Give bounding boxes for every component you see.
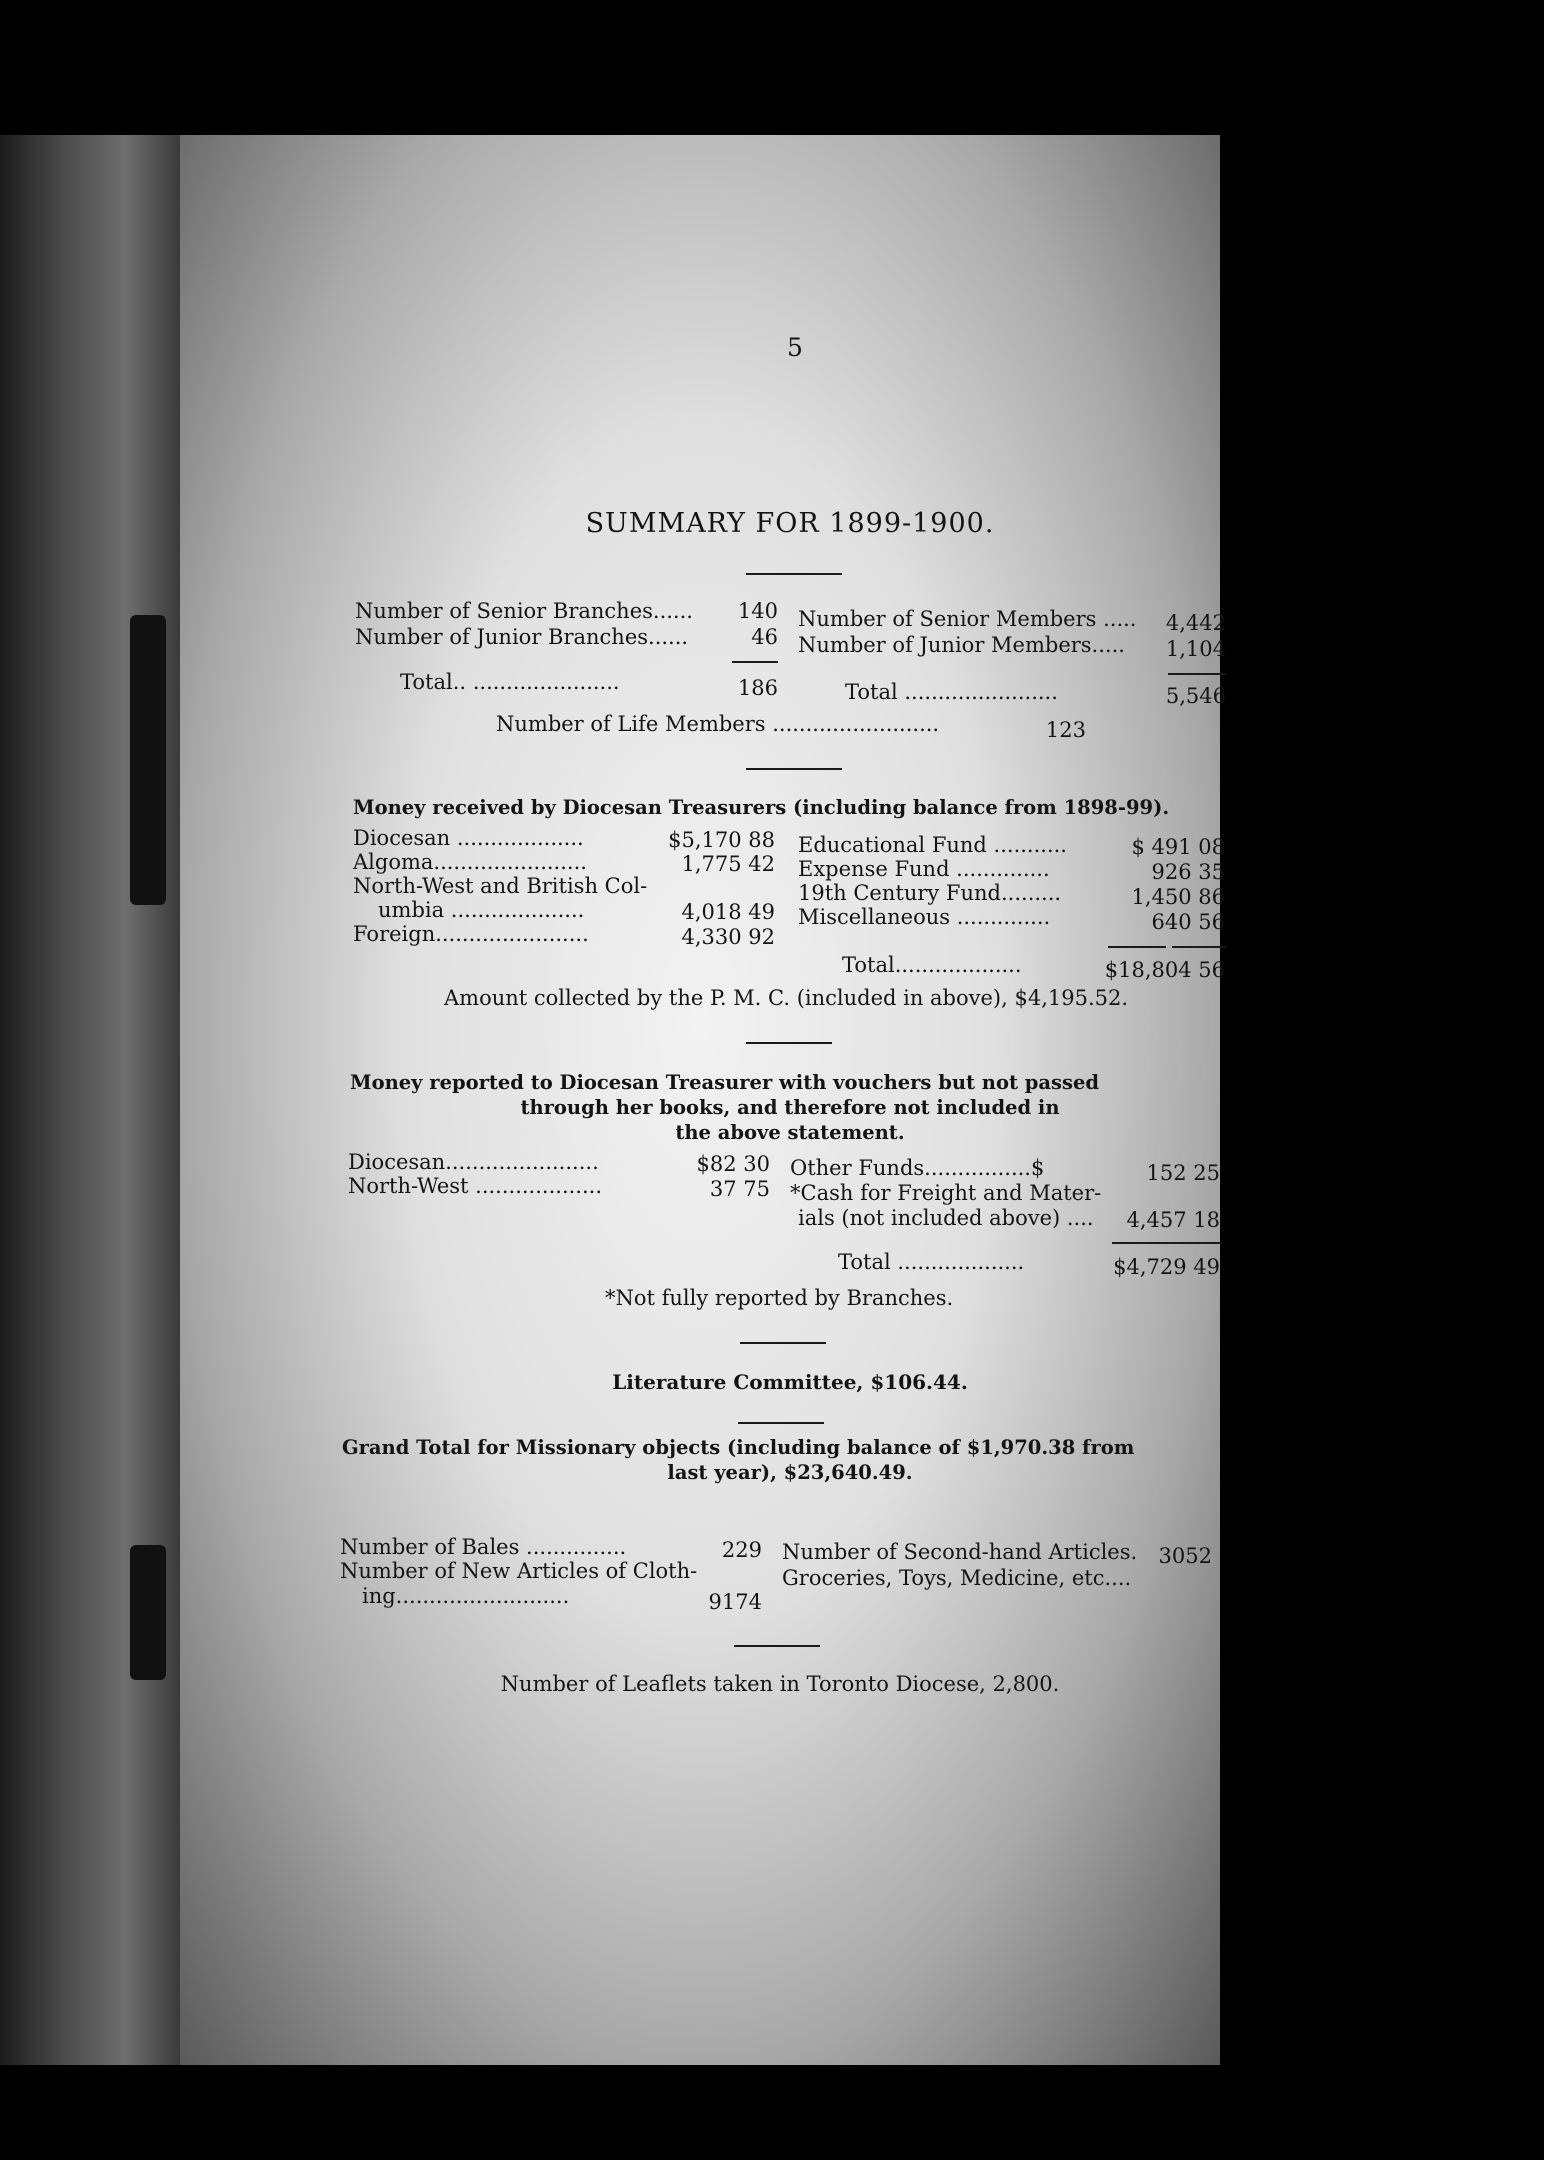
junior-branches-label: Number of Junior Branches...... xyxy=(355,625,689,649)
divider xyxy=(746,768,842,770)
cash-freight-label-line1: *Cash for Freight and Mater- xyxy=(790,1181,1102,1205)
sum-rule xyxy=(732,661,778,663)
divider xyxy=(738,1422,824,1424)
reported-northwest-label: North-West ................... xyxy=(348,1174,602,1198)
educational-fund-value: $ 491 08 xyxy=(1131,835,1225,859)
other-funds-label: Other Funds................$ xyxy=(790,1156,1045,1180)
literature-committee: Literature Committee, $106.44. xyxy=(612,1370,968,1394)
cash-freight-label-line2: ials (not included above) .... xyxy=(798,1206,1094,1230)
sum-rule xyxy=(1168,673,1226,675)
money-reported-heading-line1: Money reported to Diocesan Treasurer with vouchers but not passed xyxy=(350,1071,1100,1094)
life-members-label: Number of Life Members ......................... xyxy=(496,712,940,736)
sum-rule xyxy=(1172,946,1226,948)
new-articles-label-line1: Number of New Articles of Cloth- xyxy=(340,1559,698,1583)
diocesan-value: $5,170 88 xyxy=(668,828,775,852)
grand-total-line1: Grand Total for Missionary objects (including balance of $1,970.38 from xyxy=(342,1436,1135,1459)
page-title: SUMMARY FOR 1899-1900. xyxy=(585,508,995,539)
sum-rule xyxy=(1112,1242,1222,1244)
groceries-label: Groceries, Toys, Medicine, etc.... xyxy=(782,1566,1132,1590)
page-number: 5 xyxy=(787,333,803,362)
members-total-value: 5,546 xyxy=(1165,684,1226,708)
new-articles-value: 9174 xyxy=(708,1590,762,1614)
new-articles-label-line2: ing.......................... xyxy=(362,1584,570,1608)
senior-members-label: Number of Senior Members ..... xyxy=(798,607,1137,631)
expense-fund-value: 926 35 xyxy=(1151,860,1225,884)
reported-northwest-value: 37 75 xyxy=(709,1177,770,1201)
members-total-label: Total ....................... xyxy=(845,680,1058,704)
century-fund-value: 1,450 86 xyxy=(1131,885,1225,909)
money-reported-total-label: Total ................... xyxy=(838,1250,1025,1274)
junior-members-value: 1,104 xyxy=(1165,637,1226,661)
expense-fund-label: Expense Fund .............. xyxy=(798,857,1050,881)
northwest-label-line1: North-West and British Col- xyxy=(353,874,648,898)
century-fund-label: 19th Century Fund......... xyxy=(798,881,1062,905)
second-hand-label: Number of Second-hand Articles. xyxy=(782,1540,1138,1564)
money-received-total-value: $18,804 56 xyxy=(1104,958,1225,982)
foreign-value: 4,330 92 xyxy=(681,925,775,949)
northwest-label-line2: umbia .................... xyxy=(378,898,585,922)
bales-value: 229 xyxy=(721,1538,762,1562)
footnote: *Not fully reported by Branches. xyxy=(605,1286,954,1310)
other-funds-value: 152 25 xyxy=(1146,1161,1220,1185)
grand-total-line2: last year), $23,640.49. xyxy=(667,1461,913,1484)
bales-label: Number of Bales ............... xyxy=(340,1535,627,1559)
algoma-value: 1,775 42 xyxy=(681,852,775,876)
leaflets-note: Number of Leaflets taken in Toronto Diocese, 2,800. xyxy=(500,1672,1060,1696)
cash-freight-value: 4,457 18 xyxy=(1126,1208,1220,1232)
life-members-value: 123 xyxy=(1045,718,1086,742)
sum-rule xyxy=(1108,946,1166,948)
junior-members-label: Number of Junior Members..... xyxy=(798,633,1125,657)
money-reported-heading-line2: through her books, and therefore not included in xyxy=(520,1096,1060,1119)
divider xyxy=(740,1342,826,1344)
miscellaneous-value: 640 56 xyxy=(1151,910,1225,934)
money-reported-heading-line3: the above statement. xyxy=(675,1121,905,1144)
divider xyxy=(746,1042,832,1044)
diocesan-label: Diocesan ................... xyxy=(353,826,584,850)
money-reported-total-value: $4,729 49 xyxy=(1113,1255,1220,1279)
senior-members-value: 4,442 xyxy=(1165,611,1226,635)
money-received-heading: Money received by Diocesan Treasurers (including balance from 1898-99). xyxy=(353,796,1170,819)
pmc-note: Amount collected by the P. M. C. (included in above), $4,195.52. xyxy=(444,986,1129,1010)
branches-total-value: 186 xyxy=(737,676,778,700)
northwest-value: 4,018 49 xyxy=(681,900,775,924)
book-spine xyxy=(0,135,180,2065)
miscellaneous-label: Miscellaneous .............. xyxy=(798,905,1051,929)
senior-branches-label: Number of Senior Branches...... xyxy=(355,599,693,623)
junior-branches-value: 46 xyxy=(751,625,778,649)
reported-diocesan-label: Diocesan....................... xyxy=(348,1150,599,1174)
money-received-total-label: Total................... xyxy=(842,953,1022,977)
educational-fund-label: Educational Fund ........... xyxy=(798,833,1067,857)
foreign-label: Foreign....................... xyxy=(353,922,589,946)
binding-clip-bottom xyxy=(130,1545,166,1680)
senior-branches-value: 140 xyxy=(737,599,778,623)
binding-clip-top xyxy=(130,615,166,905)
algoma-label: Algoma....................... xyxy=(353,850,587,874)
divider xyxy=(746,573,842,575)
reported-diocesan-value: $82 30 xyxy=(696,1152,770,1176)
branches-total-label: Total.. ...................... xyxy=(400,670,620,694)
second-hand-value: 3052 xyxy=(1158,1544,1212,1568)
divider xyxy=(734,1645,820,1647)
